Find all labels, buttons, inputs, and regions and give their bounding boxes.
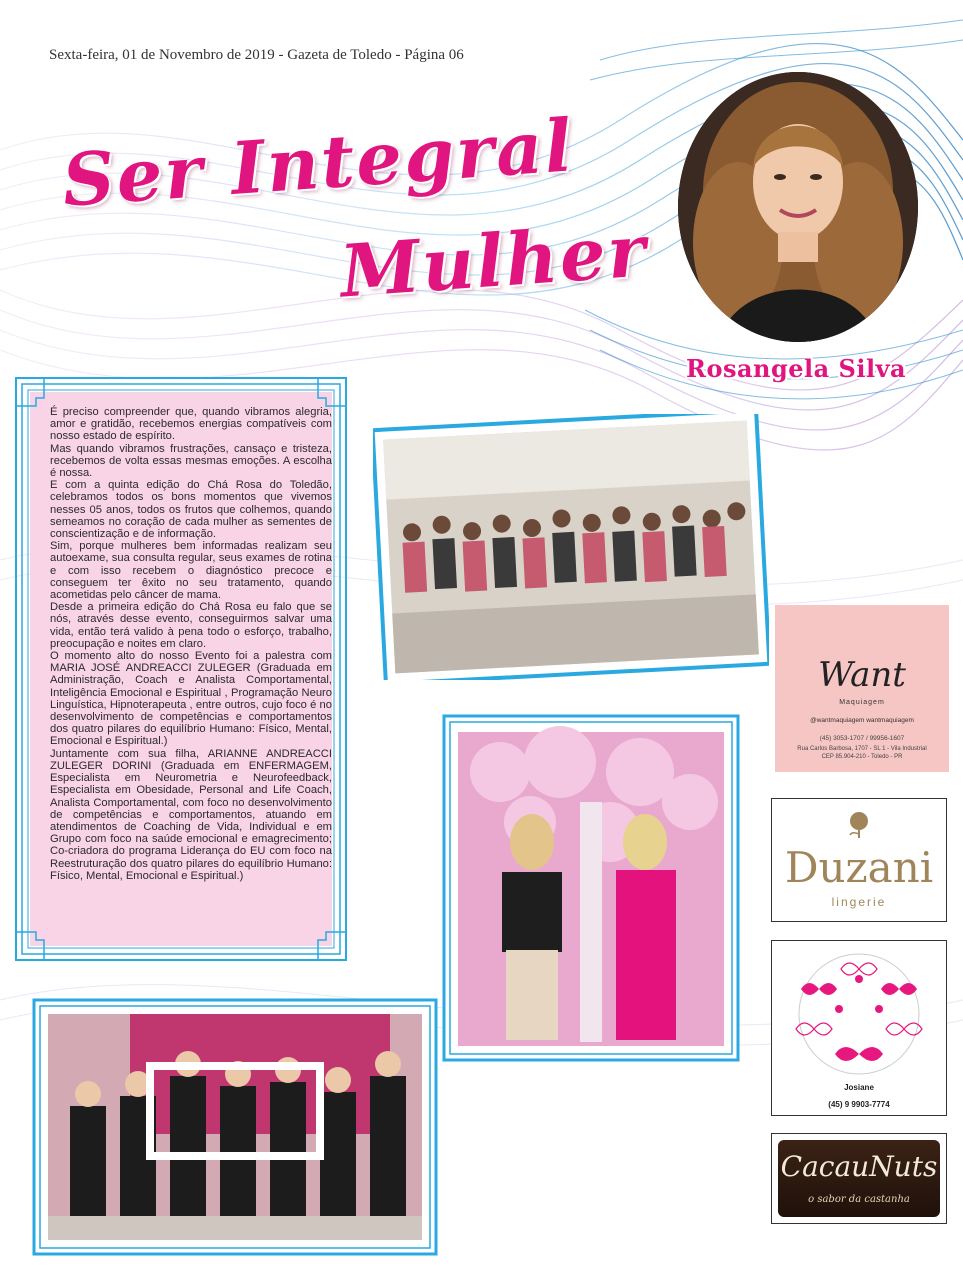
borboletas-phone: (45) 9 9903-7774: [828, 1100, 890, 1109]
article-paragraph: Juntamente com sua filha, ARIANNE ANDREACCI ZULEGER DORINI (Graduada em ENFERMAGEM, Especialista em Neurometria e Neurofeedback, Especialista em Obesidade, Personal and Life Coach, Analista Comportamental, com foco no desenvolvimento de competências e comportamentos, atuando em atendimentos de Coaching de Vida, Individual e em Grupo com foco na saúde emocional e emagrecimento; Co-criadora do programa Liderança do EU com foco na Reestruturação dos quatro pilares do equilíbrio Humano: Físico, Mental, Emocional e Espiritual.): [50, 747, 332, 882]
cacau-subtitle: o sabor da castanha: [808, 1194, 910, 1205]
duzani-subtitle: lingerie: [831, 895, 887, 909]
columnist-name: Rosangela Silva: [686, 354, 907, 383]
want-address-cep: CEP 85.904-210 - Toledo - PR: [821, 754, 903, 760]
cacau-name: CacauNuts: [780, 1150, 938, 1183]
butterfly-wreath-icon: [789, 949, 929, 1079]
article-panel: [14, 376, 348, 962]
want-address: Rua Carlos Barbosa, 1707 - SL 1 - Vila Industrial: [797, 746, 927, 752]
group-photo: [30, 996, 440, 1258]
article-body: [50, 406, 332, 882]
ad-borboletas[interactable]: [771, 940, 947, 1116]
article-paragraph: E com a quinta edição do Chá Rosa do Toledão, celebramos todos os bons momentos que vivemos nesses 05 anos, todos os frutos que colhemos, quando semeamos no coração de cada mulher as sementes de conscientização e de informação.: [50, 479, 332, 541]
want-phone: (45) 3053-1707 / 99956-1607: [819, 735, 905, 742]
article-paragraph: Mas quando vibramos frustrações, cansaço e tristeza, recebemos de volta essas mesmas emoções. A escolha é nossa.: [50, 442, 332, 480]
speakers-photo: [440, 712, 742, 1064]
section-title-line1: Ser Integral: [59, 102, 577, 223]
rose-icon: [844, 809, 874, 839]
duzani-name: Duzani: [784, 843, 934, 892]
ad-cacau-nuts[interactable]: [771, 1133, 947, 1224]
ad-duzani-lingerie[interactable]: [771, 798, 947, 922]
article-paragraph: Sim, porque mulheres bem informadas realizam seu autoexame, sua consulta regular, seus exames de rotina e com isso recebem o diagnóstico precoce e conseguem ter êxito no seu tratamento, quando acometidas pelo câncer de mama.: [50, 540, 332, 602]
cacau-logo-panel: [778, 1140, 940, 1217]
event-audience-photo: [373, 414, 769, 680]
want-subtitle: Maquiagem: [839, 699, 885, 706]
columnist-portrait: [678, 72, 918, 342]
want-social: @wantmaquiagem wantmaquiagem: [810, 717, 914, 724]
want-logo: Want: [818, 655, 906, 695]
section-title-line2: Mulher: [337, 207, 651, 314]
borboletas-contact-name: Josiane: [844, 1083, 874, 1092]
article-paragraph: É preciso compreender que, quando vibramos alegria, amor e gratidão, recebemos energias compatíveis com nosso estado de espírito.: [50, 406, 332, 443]
ad-want-maquiagem[interactable]: [775, 605, 949, 772]
article-paragraph: Desde a primeira edição do Chá Rosa eu falo que se nós, através desse evento, conseguirmos salvar uma vida, então terá valido à pena todo o esforço, trabalho, preocupação e noites em claro.: [50, 601, 332, 650]
article-paragraph: O momento alto do nosso Evento foi a palestra com MARIA JOSÉ ANDREACCI ZULEGER (Graduada em Administração, Coach e Analista Comportamental, Inteligência Emocional e Espiritual , Programação Neuro Linguística, Hipnoterapeuta , entre outros, cujo foco é no desenvolvimento de competências e comportamentos dos quatro pilares do equilíbrio Humano: Físico, Mental, Emocional e Espiritual.): [50, 650, 332, 748]
dateline: Sexta-feira, 01 de Novembro de 2019 - Gazeta de Toledo - Página 06: [49, 47, 464, 63]
